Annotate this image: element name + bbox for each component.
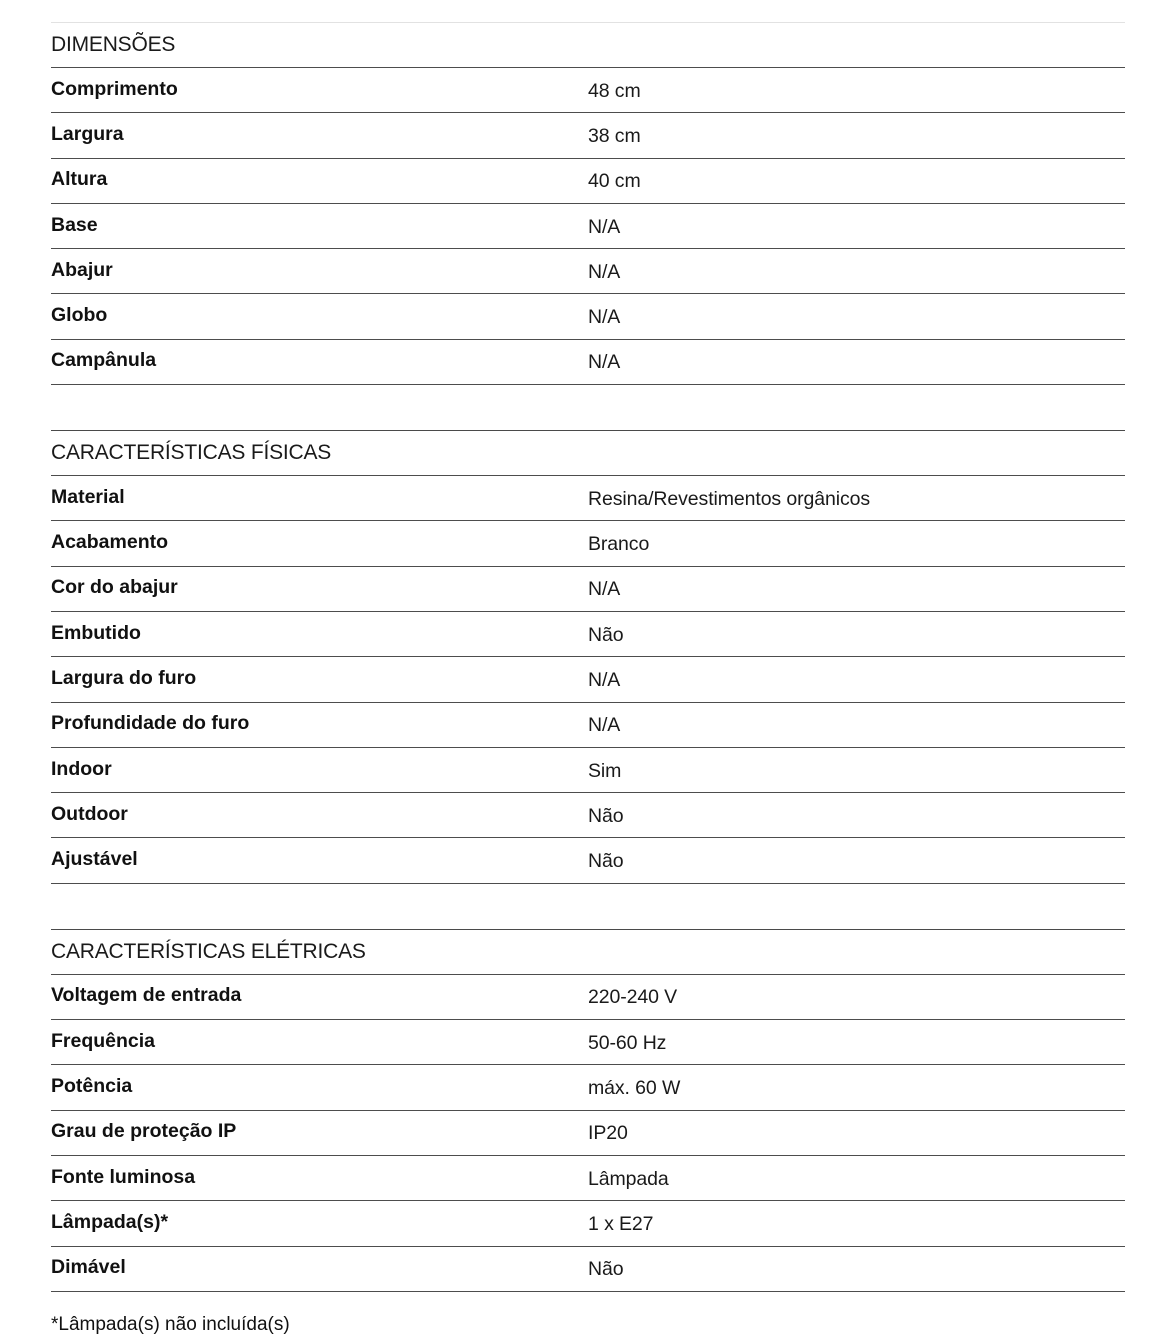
spec-label: Embutido: [51, 621, 141, 644]
spec-value: máx. 60 W: [588, 1076, 681, 1099]
spec-label: Outdoor: [51, 802, 128, 825]
section-physical-characteristics: [51, 430, 1125, 884]
spec-value: 40 cm: [588, 170, 641, 193]
spec-row: [51, 203, 1125, 248]
spec-row: [51, 611, 1125, 656]
spec-row: [51, 339, 1125, 385]
spec-value: Branco: [588, 533, 650, 556]
spec-label: Fonte luminosa: [51, 1165, 196, 1188]
spec-value: Não: [588, 804, 624, 827]
spec-row: [51, 656, 1125, 701]
spec-row: [51, 792, 1125, 837]
specifications: [51, 22, 1125, 1292]
spec-value: N/A: [588, 306, 621, 329]
section-electrical-characteristics: [51, 929, 1125, 1292]
spec-value: 48 cm: [588, 79, 641, 102]
spec-value: Resina/Revestimentos orgânicos: [588, 487, 871, 510]
spec-row: [51, 566, 1125, 611]
spec-value: 220-240 V: [588, 986, 678, 1009]
spec-label: Acabamento: [51, 531, 169, 554]
spec-label: Profundidade do furo: [51, 712, 250, 735]
spec-value: Lâmpada: [588, 1167, 669, 1190]
spec-value: N/A: [588, 714, 621, 737]
spec-label: Largura do furo: [51, 666, 197, 689]
spec-row: [51, 1246, 1125, 1292]
spec-value: Não: [588, 1258, 624, 1281]
spec-label: Base: [51, 213, 98, 236]
section-title: CARACTERÍSTICAS FÍSICAS: [51, 430, 1125, 475]
spec-row: [51, 1110, 1125, 1155]
spec-row: [51, 520, 1125, 565]
spec-label: Potência: [51, 1074, 133, 1097]
spec-row: [51, 293, 1125, 338]
spec-value: N/A: [588, 260, 621, 283]
spec-label: Frequência: [51, 1029, 156, 1052]
spec-row: [51, 837, 1125, 883]
spec-label: Comprimento: [51, 77, 178, 100]
spec-label: Altura: [51, 168, 108, 191]
spec-label: Ajustável: [51, 848, 138, 871]
spec-value: Não: [588, 850, 624, 873]
spec-row: [51, 67, 1125, 112]
section-title: DIMENSÕES: [51, 22, 1125, 67]
spec-label: Campânula: [51, 349, 157, 372]
spec-row: [51, 1155, 1125, 1200]
spec-label: Abajur: [51, 258, 113, 281]
spec-value: 1 x E27: [588, 1212, 654, 1235]
footnote: *Lâmpada(s) não incluída(s): [51, 1314, 290, 1335]
spec-row: [51, 1019, 1125, 1064]
spec-table: [51, 974, 1125, 1292]
spec-label: Cor do abajur: [51, 576, 178, 599]
spec-value: Não: [588, 623, 624, 646]
spec-value: N/A: [588, 215, 621, 238]
spec-row: [51, 248, 1125, 293]
spec-row: [51, 747, 1125, 792]
spec-label: Globo: [51, 304, 108, 327]
spec-value: N/A: [588, 578, 621, 601]
spec-label: Dimável: [51, 1256, 126, 1279]
spec-row: [51, 702, 1125, 747]
spec-label: Voltagem de entrada: [51, 984, 242, 1007]
spec-label: Material: [51, 485, 125, 508]
spec-row: [51, 1064, 1125, 1109]
spec-value: 50-60 Hz: [588, 1031, 667, 1054]
spec-table: [51, 475, 1125, 884]
spec-row: [51, 1200, 1125, 1245]
section-title: CARACTERÍSTICAS ELÉTRICAS: [51, 929, 1125, 974]
spec-row: [51, 974, 1125, 1019]
spec-value: N/A: [588, 351, 621, 374]
spec-row: [51, 158, 1125, 203]
spec-value: IP20: [588, 1122, 628, 1145]
spec-row: [51, 475, 1125, 520]
spec-label: Grau de proteção IP: [51, 1120, 237, 1143]
spec-label: Lâmpada(s)*: [51, 1210, 169, 1233]
spec-row: [51, 112, 1125, 157]
spec-value: Sim: [588, 759, 622, 782]
spec-label: Largura: [51, 122, 124, 145]
spec-table: [51, 67, 1125, 385]
spec-value: 38 cm: [588, 124, 641, 147]
spec-label: Indoor: [51, 757, 112, 780]
spec-value: N/A: [588, 668, 621, 691]
section-dimensions: [51, 22, 1125, 385]
